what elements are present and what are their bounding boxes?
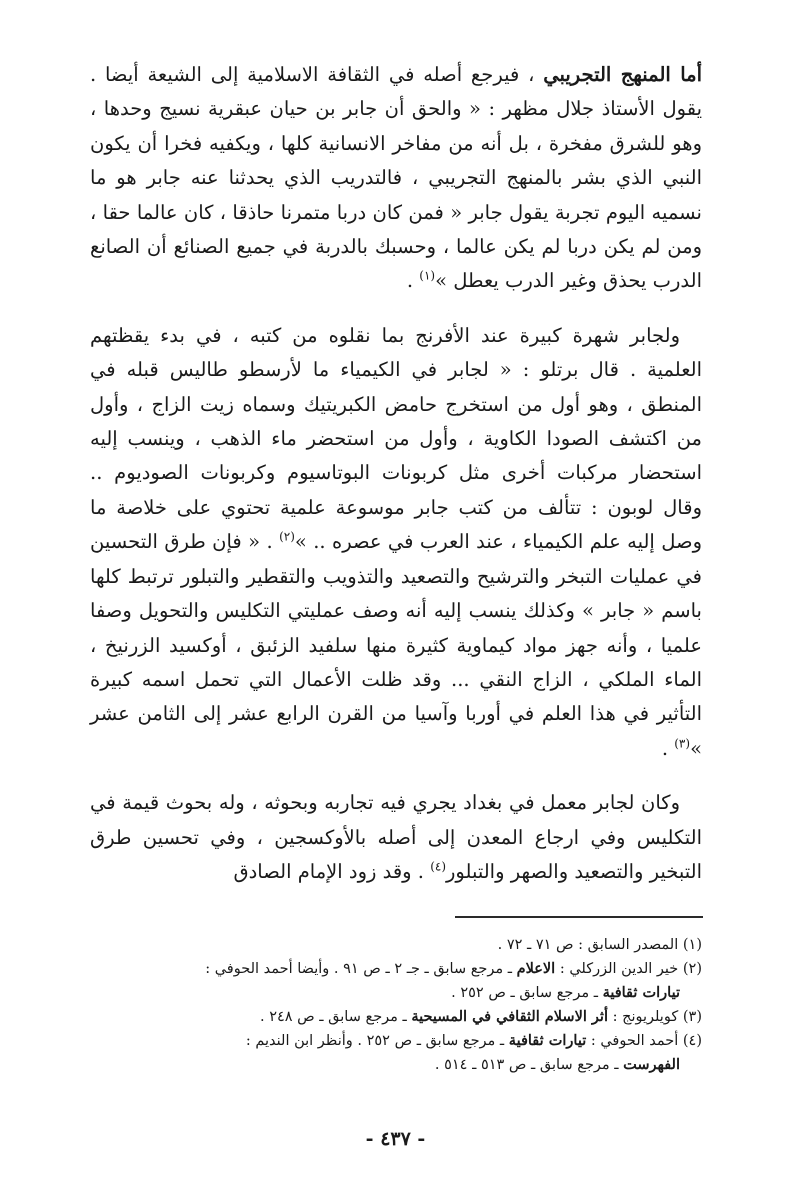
footnote-text: خير الدين الزركلي : [559, 961, 679, 977]
footnote-source-title: أثر الاسلام الثقافي في المسيحية [411, 1008, 608, 1025]
footnote-2 [90, 957, 702, 981]
footnote-number: (٢) [682, 961, 702, 977]
page-body [90, 58, 702, 889]
footnote-divider [455, 916, 703, 918]
paragraph-text-continued: . « فإن طرق التحسين في عمليات التبخر والترشيح والتصعيد والتذويب والتقطير والتبلور ترتبط كلها باسم « جابر » وكذلك ينسب إليه أنه وصف عمليتي التكليس والتحويل وصفا علميا ، وأنه جهز مواد كيماوية كثيرة منها سلفيد الزئبق ، أوكسيد الزرنيخ ، الماء الملكي ، الزاج النقي ... وقد ظلت الأعمال التي تحمل اسمه كبيرة التأثير في هذا العلم في أوربا وآسيا من القرن الرابع عشر إلى الثامن عشر » [90, 530, 702, 760]
footnote-4 [90, 1029, 702, 1053]
footnote-text: ـ مرجع سابق ـ ص ٢٥٢ . وأنظر ابن النديم : [245, 1033, 505, 1049]
paragraph-tail: . [406, 269, 420, 293]
paragraph-jabir-lab [90, 786, 702, 889]
paragraph-lead-heading: أما المنهج التجريبي [543, 63, 702, 86]
footnote-text: أحمد الحوفي : [590, 1033, 679, 1049]
footnote-4-continued [90, 1053, 702, 1077]
footnote-1 [90, 934, 702, 957]
footnote-ref: (٢) [279, 529, 295, 544]
footnote-source-title: تيارات ثقافية [602, 984, 680, 1001]
footnote-text: ـ مرجع سابق ـ جـ ٢ ـ ص ٩١ . وأيضا أحمد الحوفي : [205, 961, 513, 977]
footnote-text: كويلريونج : [612, 1009, 679, 1025]
footnote-text: المصدر السابق : ص ٧١ ـ ٧٢ . [497, 937, 679, 953]
footnote-ref: (٣) [674, 736, 691, 751]
footnote-number: (١) [682, 937, 702, 953]
paragraph-text: وكان لجابر معمل في بغداد يجري فيه تجاربه وبحوثه ، وله بحوث قيمة في التكليس وفي ارجاع المعدن إلى أصله بالأوكسجين ، وفي تحسين طرق التبخير والتصعيد والصهر والتبلور [90, 791, 702, 883]
footnote-2-continued [90, 981, 702, 1005]
page-number: - ٤٣٧ - [365, 1128, 426, 1150]
footnote-ref: (٤) [430, 859, 447, 874]
footnote-text: ـ مرجع سابق ـ ص ٢٥٢ . [451, 985, 598, 1001]
paragraph-text: ، فيرجع أصله في الثقافة الاسلامية إلى الشيعة أيضا . يقول الأستاذ جلال مظهر : « والحق أن جابر بن حيان عبقرية نسيج وحدها ، وهو للشرق مفخرة ، بل أنه من مفاخر الانسانية كلها ، ويكفيه فخرا أن يكون النبي الذي بشر بالمنهج التجريبي ، فالتدريب الذي يحدثنا عنه جابر هو ما نسميه اليوم تجربة يقول جابر « فمن كان دربا متمرنا حاذقا ، كان عالما حقا ، ومن لم يكن دربا لم يكن عالما ، وحسبك بالدربة في جميع الصنائع أن الصانع الدرب يحذق وغير الدرب يعطل » [90, 63, 702, 293]
footnotes [90, 934, 702, 1077]
paragraph-tail: . [661, 736, 675, 760]
paragraph-text: ولجابر شهرة كبيرة عند الأفرنج بما نقلوه من كتبه ، في بدء يقظتهم العلمية . قال برتلو : « لجابر في الكيمياء ما لأرسطو طاليس قبله في المنطق ، وهو أول من استخرج حامض الكبريتيك وسماه زيت الزاج ، وأول من اكتشف الصودا الكاوية ، وأول من استحضر ماء الذهب ، وينسب إليه استحضار مركبات أخرى مثل كربونات البوتاسيوم وكربونات الصوديوم .. وقال لوبون : تتألف من كتب جابر موسوعة علمية تحتوي على خلاصة ما وصل إليه علم الكيمياء ، عند العرب في عصره .. » [90, 323, 702, 554]
footnote-source-title: تيارات ثقافية [508, 1032, 587, 1049]
footnote-3 [90, 1005, 702, 1029]
footnote-ref: (١) [419, 268, 436, 283]
footnote-source-title: الفهرست [623, 1056, 680, 1073]
footnote-text: ـ مرجع سابق ـ ص ٥١٣ ـ ٥١٤ . [434, 1057, 619, 1073]
paragraph-experimental-method [90, 58, 702, 299]
paragraph-jabir-fame [90, 319, 702, 766]
footnote-number: (٤) [682, 1033, 702, 1049]
footnote-number: (٣) [682, 1009, 702, 1025]
footnote-text: ـ مرجع سابق ـ ص ٢٤٨ . [259, 1009, 407, 1025]
paragraph-tail: . وقد زود الإمام الصادق [233, 859, 431, 883]
footnote-source-title: الاعلام [516, 960, 556, 977]
